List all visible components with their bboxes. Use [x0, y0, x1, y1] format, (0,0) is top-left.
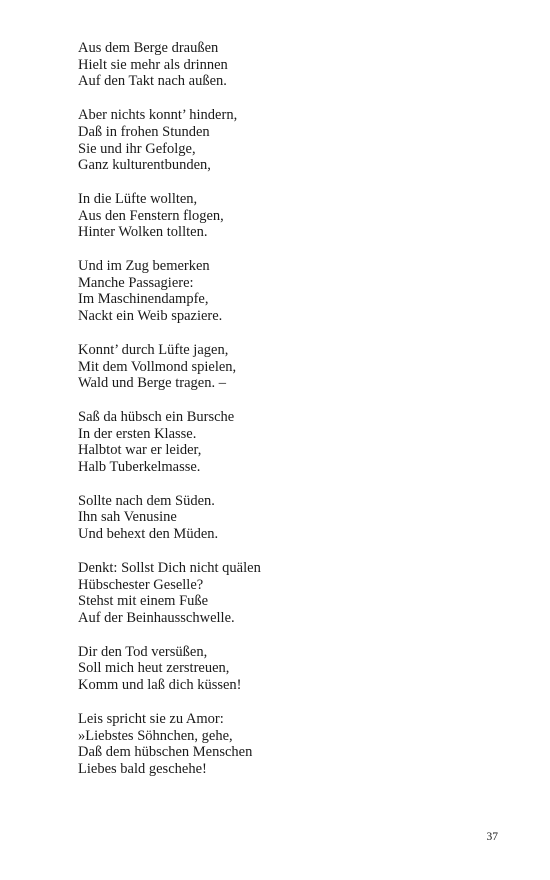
poem-line: Und im Zug bemerken [78, 258, 210, 275]
poem-text [78, 40, 498, 795]
poem-line: Aus dem Berge draußen [78, 40, 219, 56]
poem-line: Hübschester Geselle? [78, 576, 204, 593]
poem-line: Denkt: Sollst Dich nicht quälen [78, 559, 261, 576]
poem-line: Halbtot war er leider, [78, 442, 202, 459]
poem-line: Aber nichts konnt’ hindern, [78, 107, 238, 124]
poem-line: Im Maschinendampfe, [78, 291, 209, 308]
stanza [78, 711, 498, 778]
poem-line: Auf den Takt nach außen. [78, 73, 227, 90]
poem-line: Manche Passagiere: [78, 274, 194, 291]
stanza [78, 560, 498, 627]
poem-line: Halb Tuberkelmasse. [78, 459, 201, 476]
stanza [78, 107, 498, 174]
stanza [78, 258, 498, 325]
poem-line: Mit dem Vollmond spielen, [78, 358, 237, 375]
stanza [78, 644, 498, 694]
poem-line: Aus den Fenstern flogen, [78, 207, 224, 224]
stanza [78, 40, 498, 90]
poem-line: Hinter Wolken tollten. [78, 224, 208, 241]
poem-line: Soll mich heut zerstreuen, [78, 660, 230, 677]
stanza [78, 409, 498, 476]
poem-line: In der ersten Klasse. [78, 425, 197, 442]
poem-line: »Liebstes Söhnchen, gehe, [78, 727, 233, 744]
poem-line: Ganz kulturentbunden, [78, 157, 211, 174]
stanza [78, 342, 498, 392]
poem-line: Ihn sah Venusine [78, 509, 177, 526]
poem-line: Konnt’ durch Lüfte jagen, [78, 341, 229, 358]
poem-line: Liebes bald geschehe! [78, 760, 207, 777]
poem-line: Auf der Beinhausschwelle. [78, 609, 235, 626]
poem-line: Sie und ihr Gefolge, [78, 140, 196, 157]
poem-line: Komm und laß dich küssen! [78, 677, 242, 694]
poem-line: Wald und Berge tragen. – [78, 375, 226, 392]
poem-line: Hielt sie mehr als drinnen [78, 56, 228, 73]
poem-line: Stehst mit einem Fuße [78, 593, 209, 610]
poem-line: Saß da hübsch ein Bursche [78, 408, 235, 425]
poem-line: Leis spricht sie zu Amor: [78, 710, 224, 727]
poem-line: In die Lüfte wollten, [78, 190, 198, 207]
poem-line: Sollte nach dem Süden. [78, 492, 215, 509]
poem-line: Daß dem hübschen Menschen [78, 744, 253, 761]
poem-line: Dir den Tod versüßen, [78, 643, 208, 660]
poem-line: Daß in frohen Stunden [78, 123, 210, 140]
poem-line: Nackt ein Weib spaziere. [78, 308, 223, 325]
page-number: 37 [486, 831, 498, 843]
stanza [78, 493, 498, 543]
poem-line: Und behext den Müden. [78, 526, 219, 543]
stanza [78, 191, 498, 241]
